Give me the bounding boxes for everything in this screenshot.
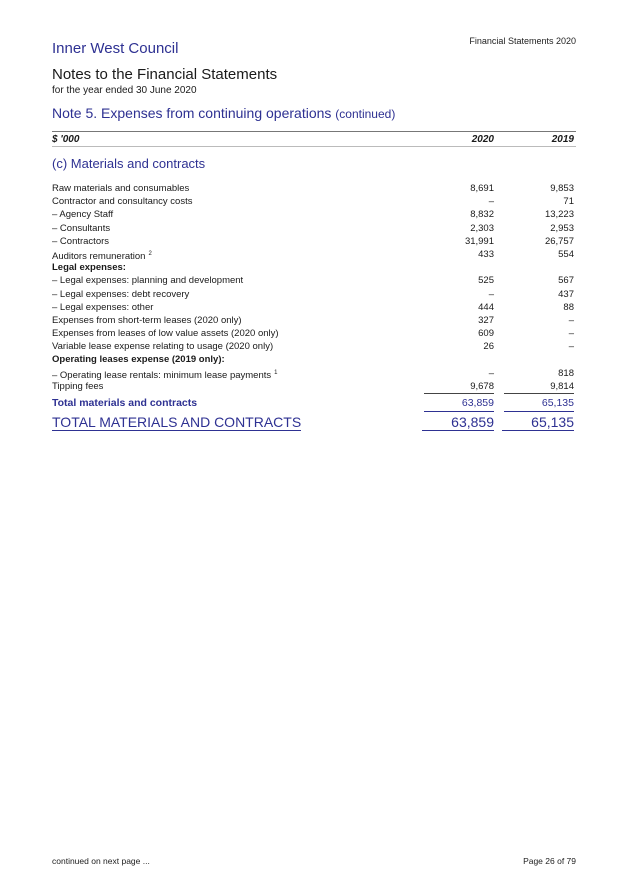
row-value-2019: 437 <box>558 288 574 300</box>
row-label <box>52 301 153 314</box>
table-header <box>52 131 576 147</box>
table-row <box>52 222 576 235</box>
row-label <box>52 182 189 195</box>
row-label-text: – Consultants <box>52 222 111 234</box>
table-row <box>52 353 576 366</box>
page-number: Page 26 of 79 <box>523 856 576 866</box>
grand-total-row <box>52 414 576 434</box>
row-value-2020: – <box>488 196 494 208</box>
row-value-2020: 31,991 <box>464 235 494 247</box>
total-value-2020: 63,859 <box>424 395 494 412</box>
row-value-2019: 9,814 <box>504 380 574 394</box>
table-row <box>52 195 576 208</box>
row-value-2019: – <box>568 314 574 326</box>
row-value-2020: 8,832 <box>470 209 494 221</box>
row-label <box>52 208 113 221</box>
total-label: Total materials and contracts <box>52 397 198 409</box>
header-document-title: Financial Statements 2020 <box>469 36 576 46</box>
row-label <box>52 235 109 248</box>
row-label-text: – Legal expenses: debt recovery <box>52 288 190 300</box>
column-2019: 2019 <box>551 134 574 145</box>
table-row <box>52 301 576 314</box>
row-value-2019: 9,853 <box>550 183 574 194</box>
row-value-2019: – <box>568 328 574 340</box>
row-label-text: – Agency Staff <box>52 209 114 221</box>
row-value-2019: – <box>568 341 574 353</box>
column-label: $ '000 <box>52 134 80 145</box>
table-row <box>52 274 576 287</box>
row-value-2019: 71 <box>563 196 574 208</box>
row-label <box>52 261 126 274</box>
row-value-2020: 8,691 <box>470 183 494 194</box>
total-row <box>52 395 576 413</box>
footnote-marker: 2 <box>148 250 152 257</box>
table-row <box>52 235 576 248</box>
row-label-text: – Legal expenses: other <box>52 301 154 313</box>
footer-continued: continued on next page ... <box>52 856 150 866</box>
row-value-2020: 9,678 <box>424 380 494 394</box>
row-label-text: Raw materials and consumables <box>52 183 190 194</box>
row-label-text: Operating leases expense (2019 only): <box>52 354 225 366</box>
row-label <box>52 222 110 235</box>
table-row <box>52 327 576 340</box>
page-subtitle: for the year ended 30 June 2020 <box>52 85 197 96</box>
row-label-text: – Legal expenses: planning and development <box>52 275 244 287</box>
row-value-2020: 26 <box>483 341 494 353</box>
row-label-text: Expenses from short-term leases (2020 only) <box>52 314 242 326</box>
row-label-text: Expenses from leases of low value assets (2020 only) <box>52 328 279 340</box>
table-row <box>52 314 576 327</box>
row-value-2019: 818 <box>558 367 574 379</box>
row-value-2019: 554 <box>558 248 574 260</box>
row-value-2020: – <box>488 367 494 379</box>
row-value-2019: 2,953 <box>550 222 574 234</box>
grand-total-label: TOTAL MATERIALS AND CONTRACTS <box>52 414 302 430</box>
note-continued: (continued) <box>335 107 396 121</box>
table-row <box>52 340 576 353</box>
row-value-2020: – <box>488 288 494 300</box>
table-row <box>52 182 576 195</box>
row-value-2020: 433 <box>478 248 494 260</box>
row-label <box>52 380 103 393</box>
table-row <box>52 261 576 274</box>
row-label-text: Legal expenses: <box>52 262 126 274</box>
total-value-2019: 65,135 <box>504 395 574 412</box>
row-value-2020: 327 <box>478 314 494 326</box>
grand-total-value-2020: 63,859 <box>422 414 494 431</box>
row-label-text: – Operating lease rentals: minimum lease payments <box>52 369 272 381</box>
organisation-name: Inner West Council <box>52 40 179 57</box>
row-label <box>52 288 189 301</box>
row-value-2019: 88 <box>563 301 574 313</box>
table-body <box>52 182 576 413</box>
table-row <box>52 248 576 261</box>
row-label <box>52 353 225 366</box>
row-value-2020: 444 <box>478 301 494 313</box>
row-label <box>52 195 192 208</box>
note-title: Note 5. Expenses from continuing operations <box>52 105 332 121</box>
row-label-text: Variable lease expense relating to usage (2020 only) <box>52 341 274 353</box>
table-row <box>52 380 576 393</box>
row-label-text: Contractor and consultancy costs <box>52 196 193 208</box>
row-label <box>52 327 279 340</box>
row-label <box>52 314 242 327</box>
row-value-2019: 13,223 <box>544 209 574 221</box>
table-row <box>52 288 576 301</box>
row-value-2019: 26,757 <box>544 235 574 247</box>
footnote-marker: 1 <box>274 369 278 376</box>
row-label <box>52 340 273 353</box>
page-title: Notes to the Financial Statements <box>52 66 278 83</box>
note-heading <box>52 105 395 121</box>
table-row <box>52 208 576 221</box>
row-value-2020: 2,303 <box>470 222 494 234</box>
table-row <box>52 367 576 380</box>
row-label-text: – Contractors <box>52 235 110 247</box>
row-value-2020: 525 <box>478 275 494 287</box>
row-label-text: Tipping fees <box>52 380 104 392</box>
section-heading: (c) Materials and contracts <box>52 156 206 171</box>
row-value-2020: 609 <box>478 328 494 340</box>
row-label <box>52 274 243 287</box>
row-label-text: Auditors remuneration <box>52 251 146 263</box>
column-2020: 2020 <box>471 134 494 145</box>
grand-total-value-2019: 65,135 <box>502 414 574 431</box>
row-value-2019: 567 <box>558 275 574 287</box>
